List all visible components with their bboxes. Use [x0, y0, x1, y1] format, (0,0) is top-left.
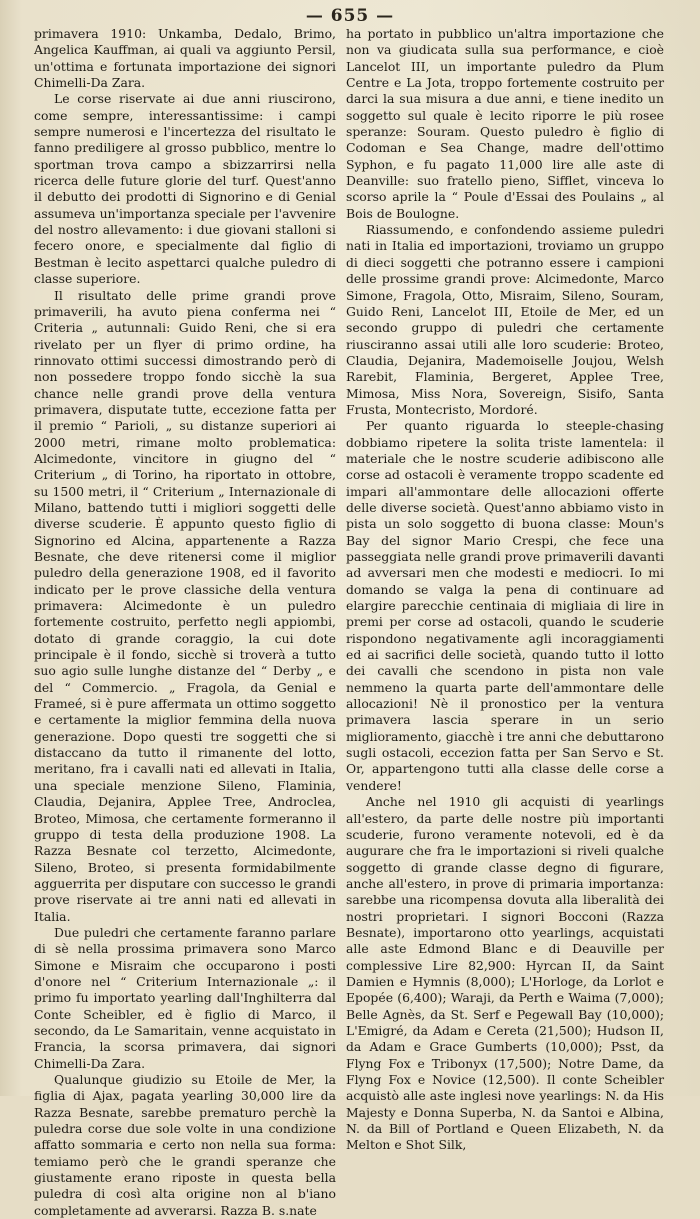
paragraph: Per quanto riguarda lo steeple-chasing dobbiamo ripetere la solita triste lamentela: il materiale che le nostre scuderie adibiscono alle corse ad ostacoli è veramente troppo scadente ed impari all'ammontare delle allocazioni offerte delle diverse società. Quest'anno abbiamo visto in pista un solo soggetto di buona classe: Moun's Bay del signor Mario Crespi, che fece una passeggiata nelle grandi prove primaverili davanti ad avversari men che modesti e mediocri. Io mi domando se valga la pena di continuare ad elargire parecchie centinaia di migliaia di lire in premi per corse ad ostacoli, quando le scuderie rispondono negativamente agli incoraggiamenti ed ai sacrifici delle società, quando tutto il lotto dei cavalli che scendono in pista non vale nemmeno la quarta parte dell'ammontare delle allocazioni! Nè il pronostico per la ventura primavera lascia sperare in un serio miglioramento, giacchè i tre anni che debuttarono sugli ostacoli, eccezion fatta per San Servo e St. Or, appartengono tutti alla classe delle corse a vendere! [346, 418, 664, 793]
paragraph: Anche nel 1910 gli acquisti di yearlings all'estero, da parte delle nostre più importanti scuderie, furono veramente notevoli, ed è da augurare che fra le importazioni si riveli qualche soggetto di grande classe degno di figurare, anche all'estero, in prove di primaria importanza: sarebbe una ricompensa dovuta alla liberalità dei nostri proprietari. I signori Bocconi (Razza Besnate), importarono otto yearlings, acquistati alle aste Edmond Blanc e di Deauville per complessive Lire 82,900: Hyrcan II, da Saint Damien e Hymnis (8,000); L'Horloge, da Lorlot e Epopée (6,400); Waraji, da Perth e Waima (7,000); Belle Agnès, da St. Serf e Pegewall Bay (10,000); L'Emigré, da Adam e Cereta (21,500); Hudson II, da Adam e Grace Gumberts (10,000); Psst, da Flyng Fox e Tribonyx (17,500); Notre Dame, da Flyng Fox e Novice (12,500). Il conte Scheibler acquistò alle aste inglesi nove yearlings: N. da His Majesty e Donna Superba, N. da Santoi e Albina, N. da Bill of Portland e Queen Elizabeth, N. da Melton e Shot Silk, [346, 794, 664, 1153]
paragraph: Due puledri che certamente faranno parlare di sè nella prossima primavera sono Marco Simone e Misraim che occuparono i posti d'onore nel “ Criterium Internazionale „: il primo fu importato yearling dall'Inghilterra dal Conte Scheibler, ed è figlio di Marco, il secondo, da Le Samaritain, venne acquistato in Francia, la scorsa primavera, dai signori Chimelli-Da Zara. [34, 924, 336, 1071]
paragraph: Il risultato delle prime grandi prove primaverili, ha avuto piena conferma nei “ Criteria „ autunnali: Guido Reni, che si era rivelato per un flyer di primo ordine, ha rinnovato ottimi successi dimostrando però di non possedere troppo fondo sicchè la sua chance nelle grandi prove della ventura primavera, disputate tutte, eccezione fatta per il premio “ Parioli, „ su distanze superiori ai 2000 metri, rimane molto problematica: Alcimedonte, vincitore in giugno del “ Criterium „ di Torino, ha riportato in ottobre, su 1500 metri, il “ Criterium „ Internazionale di Milano, battendo tutti i migliori soggetti delle diverse scuderie. È appunto questo figlio di Signorino ed Alcina, appartenente a Razza Besnate, che deve ritenersi come il miglior puledro della generazione 1908, ed il favorito indicato per le prove classiche della ventura primavera: Alcimedonte è un puledro fortemente costruito, perfetto negli appiombi, dotato di grande coraggio, la cui dote principale è il fondo, sicchè si troverà a tutto suo agio sulle lunghe distanze del “ Derby „ e del “ Commercio. „ Fragola, da Genial e Frameé, si è pure affermata un ottimo soggetto e certamente la miglior femmina della nuova generazione. Dopo questi tre soggetti che si distaccano da tutto il rimanente del lotto, meritano, fra i cavalli nati ed allevati in Italia, una speciale menzione Sileno, Flaminia, Claudia, Dejanira, Applee Tree, Androclea, Broteo, Mimosa, che certamente formeranno il gruppo di testa della produzione 1908. La Razza Besnate col terzetto, Alcimedonte, Sileno, Broteo, si presenta formidabilmente agguerrita per disputare con successo le grandi prove riservate ai tre anni nati ed allevati in Italia. [34, 287, 336, 924]
page-number: — 655 — [305, 6, 395, 26]
paragraph: Qualunque giudizio su Etoile de Mer, la figlia di Ajax, pagata yearling 30,000 lire da Razza Besnate, sarebbe prematuro perchè la puledra corse due sole volte in una condizione affatto sommaria e certo non nella sua forma: temiamo però che le grandi speranze che giustamente erano riposte in questa bella puledra di così alta origine non al b'iano completamente ad avverarsi. Razza B. s.nate [34, 1072, 336, 1218]
paragraph: ha portato in pubblico un'altra importazione che non va giudicata sulla sua performance, e cioè Lancelot III, un importante puledro da Plum Centre e La Jota, troppo fortemente costruito per darci la sua misura a due anni, e tiene inedito un soggetto sul quale è lecito riporre le più rosee speranze: Souram. Questo puledro è figlio di Codoman e Sea Change, madre dell'ottimo Syphon, e fu pagato 11,000 lire alle aste di Deanville: suo fratello pieno, Sifflet, vinceva lo scorso aprile la “ Poule d'Essai des Poulains „ al Bois de Boulogne. [346, 26, 664, 221]
left-text-column [34, 26, 336, 1219]
right-text-column [346, 26, 664, 1154]
paragraph: Riassumendo, e confondendo assieme puledri nati in Italia ed importazioni, troviamo un gruppo di dieci soggetti che potranno essere i campioni delle prossime grandi prove: Alcimedonte, Marco Simone, Fragola, Otto, Misraim, Sileno, Souram, Guido Reni, Lancelot III, Etoile de Mer, ed un secondo gruppo di puledri che certamente riusciranno assai utili alle loro scuderie: Broteo, Claudia, Dejanira, Mademoiselle Joujou, Welsh Rarebit, Flaminia, Bergeret, Applee Tree, Mimosa, Miss Nora, Sovereign, Sisifo, Santa Frusta, Montecristo, Mordoré. [346, 222, 664, 417]
paragraph: Le corse riservate ai due anni riuscirono, come sempre, interessantissime: i campi sempre numerosi e l'incertezza del risultato le fanno prediligere al grosso pubblico, mentre lo sportman trova campo a sbizzarrirsi nella ricerca delle future glorie del turf. Quest'anno il debutto dei prodotti di Signorino e di Genial assumeva un'importanza speciale per l'avvenire del nostro allevamento: i due giovani stalloni si fecero onore, e specialmente dal figlio di Bestman è lecito aspettarci qualche puledro di classe superiore. [34, 91, 336, 287]
paragraph: primavera 1910: Unkamba, Dedalo, Brimo, Angelica Kauffman, ai quali va aggiunto Persil, un'ottima e fortunata importazione dei signori Chimelli-Da Zara. [34, 26, 336, 91]
